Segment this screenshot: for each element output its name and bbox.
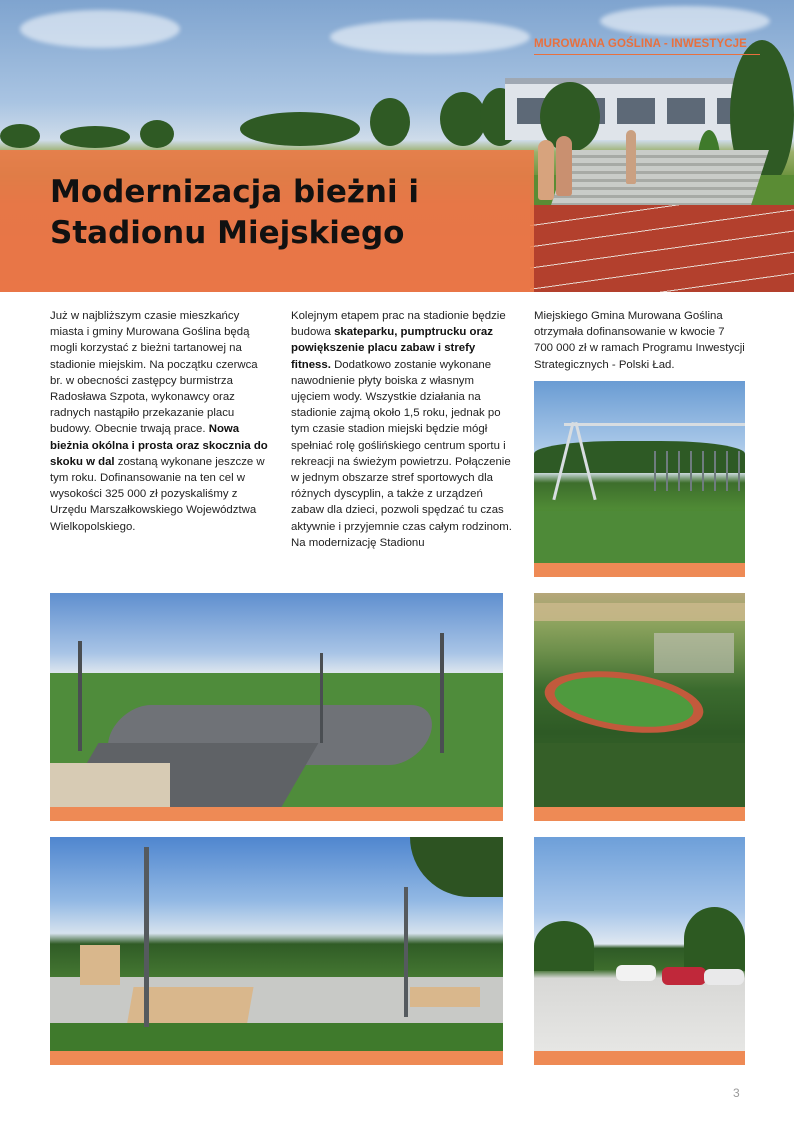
runner — [538, 140, 554, 200]
cloud — [600, 6, 770, 36]
skatepark-photo — [50, 837, 503, 1051]
tree — [60, 126, 130, 148]
page-number: 3 — [733, 1086, 740, 1100]
playground-photo — [534, 381, 745, 563]
highlight-text: skateparku, pumptrucku oraz powiększenie placu zabaw i strefy fitness. — [291, 326, 493, 371]
page-title: Modernizacja bieżni i Stadionu Miejskiego — [50, 174, 420, 251]
tree — [240, 112, 360, 146]
photo-accent-bar — [534, 807, 745, 821]
header-divider — [534, 54, 760, 55]
photo-accent-bar — [50, 807, 503, 821]
cloud — [20, 10, 180, 48]
aerial-stadium-photo — [534, 593, 745, 807]
photo-accent-bar — [534, 1051, 745, 1065]
paragraph-text: Miejskiego Gmina Murowana Goślina otrzymała dofinansowanie w kwocie 7 700 000 zł w ramach Programu Inwestycji Strategicznych - Polski Ład. — [534, 310, 745, 371]
tree — [140, 120, 174, 148]
article-column-2 — [291, 308, 513, 551]
parking-photo — [534, 837, 745, 1051]
paragraph-text: Już w najbliższym czasie mieszkańcy miasta i gminy Murowana Goślina będą mogli korzystać z bieżni tartanowej na stadionie miejskim. Na początku czerwca br. w obecności zastępcy burmistrza Radosława Szpota, wykonawcy oraz radnych nastąpiło przekazanie placu budowy. Obecnie trwają prace. — [50, 310, 258, 436]
section-tag: MUROWANA GOŚLINA - INWESTYCJE — [534, 38, 747, 50]
article-column-1 — [50, 308, 272, 535]
tree — [0, 124, 40, 148]
runner — [626, 130, 636, 184]
paragraph-text: zostaną wykonane jeszcze w tym roku. Dofinansowanie na ten cel w wysokości 325 000 zł pozyskaliśmy z Urzędu Marszałkowskiego Województwa Wielkopolskiego. — [50, 455, 265, 533]
article-column-3 — [534, 308, 746, 373]
photo-accent-bar — [50, 1051, 503, 1065]
stadium-steps — [551, 150, 769, 205]
running-track — [530, 205, 794, 292]
tree — [370, 98, 410, 146]
photo-accent-bar — [534, 563, 745, 577]
paragraph-text: Kolejnym etapem prac na stadionie będzie budowa — [291, 310, 506, 339]
pumptrack-photo — [50, 593, 503, 807]
paragraph-text: Dodatkowo zostanie wykonane nawodnienie płyty boiska z własnym ujęciem wody. Wszystkie działania na stadionie zajmą około 1,5 roku, jednak po tym czasie stadion miejski będzie mógł spełniać rolę goślińskiego centrum sportu i rekreacji na świeżym powietrzu. Połączenie w jednym obszarze stref sportowych dla różnych dyscyplin, a także z urządzeń zabaw dla dzieci, pozwoli spędzać tu czas aktywnie i przyjemnie czas całym rodzinom. Na modernizację Stadionu — [291, 358, 512, 549]
runner — [556, 136, 572, 196]
highlight-text: Nowa bieżnia okólna i prosta oraz skocznia do skoku w dal — [50, 423, 268, 468]
cloud — [330, 20, 530, 54]
